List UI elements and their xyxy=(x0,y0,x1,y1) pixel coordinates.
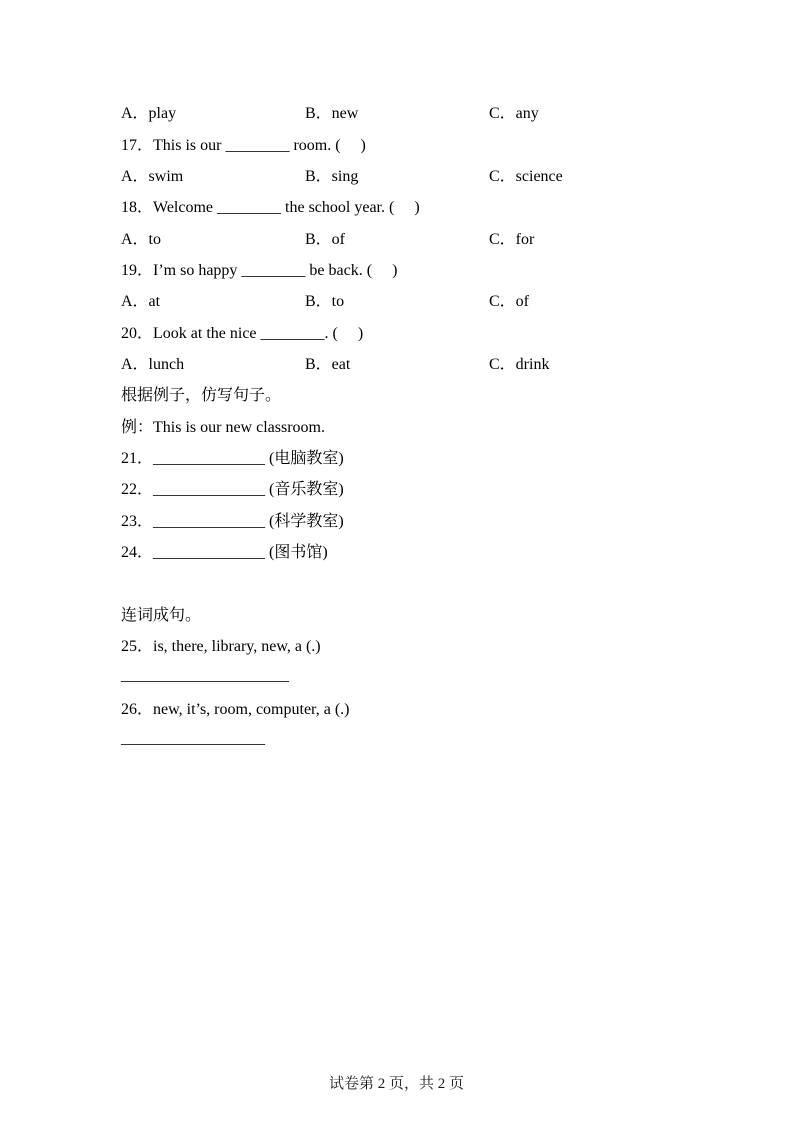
option-row-q18 xyxy=(121,221,763,252)
option-c: C．science xyxy=(489,167,563,185)
option-b: B．new xyxy=(305,105,359,123)
option-row-q19 xyxy=(121,284,763,315)
page-footer: 试卷第 2 页，共 2 页 xyxy=(328,1076,464,1092)
option-b: B．sing xyxy=(305,167,359,185)
option-c: C．for xyxy=(489,230,535,248)
option-a: A．to xyxy=(121,230,162,248)
question-23: 23．______________ (科学教室) xyxy=(121,512,344,530)
exam-content xyxy=(121,96,763,754)
section-heading-word-order: 连词成句。 xyxy=(121,606,202,624)
option-b: B．eat xyxy=(305,355,351,373)
answer-blank-line-26: __________________ xyxy=(121,729,265,747)
question-17: 17．This is our ________ room. ( ) xyxy=(121,136,366,154)
question-20: 20．Look at the nice ________. ( ) xyxy=(121,324,364,342)
section-heading-rewrite: 根据例子，仿写句子。 xyxy=(121,387,282,405)
rewrite-example: 例：This is our new classroom. xyxy=(121,418,325,436)
option-b: B．of xyxy=(305,230,346,248)
option-row-q20 xyxy=(121,347,763,378)
option-a: A．lunch xyxy=(121,355,185,373)
option-c: C．of xyxy=(489,293,530,311)
option-a: A．at xyxy=(121,293,161,311)
option-a: A．swim xyxy=(121,167,184,185)
option-b: B．to xyxy=(305,293,345,311)
option-a: A．play xyxy=(121,105,177,123)
question-26: 26．new, it’s, room, computer, a (.) xyxy=(121,700,350,718)
question-24: 24．______________ (图书馆) xyxy=(121,543,328,561)
question-19: 19．I’m so happy ________ be back. ( ) xyxy=(121,261,398,279)
option-row-q17 xyxy=(121,159,763,190)
option-row-q16 xyxy=(121,96,763,127)
question-18: 18．Welcome ________ the school year. ( ) xyxy=(121,199,420,217)
question-21: 21．______________ (电脑教室) xyxy=(121,449,344,467)
answer-blank-line-25: _____________________ xyxy=(121,666,289,684)
question-25: 25．is, there, library, new, a (.) xyxy=(121,638,321,656)
blank-spacer xyxy=(121,566,763,597)
option-c: C．drink xyxy=(489,355,550,373)
option-c: C．any xyxy=(489,105,539,123)
question-22: 22．______________ (音乐教室) xyxy=(121,481,344,499)
